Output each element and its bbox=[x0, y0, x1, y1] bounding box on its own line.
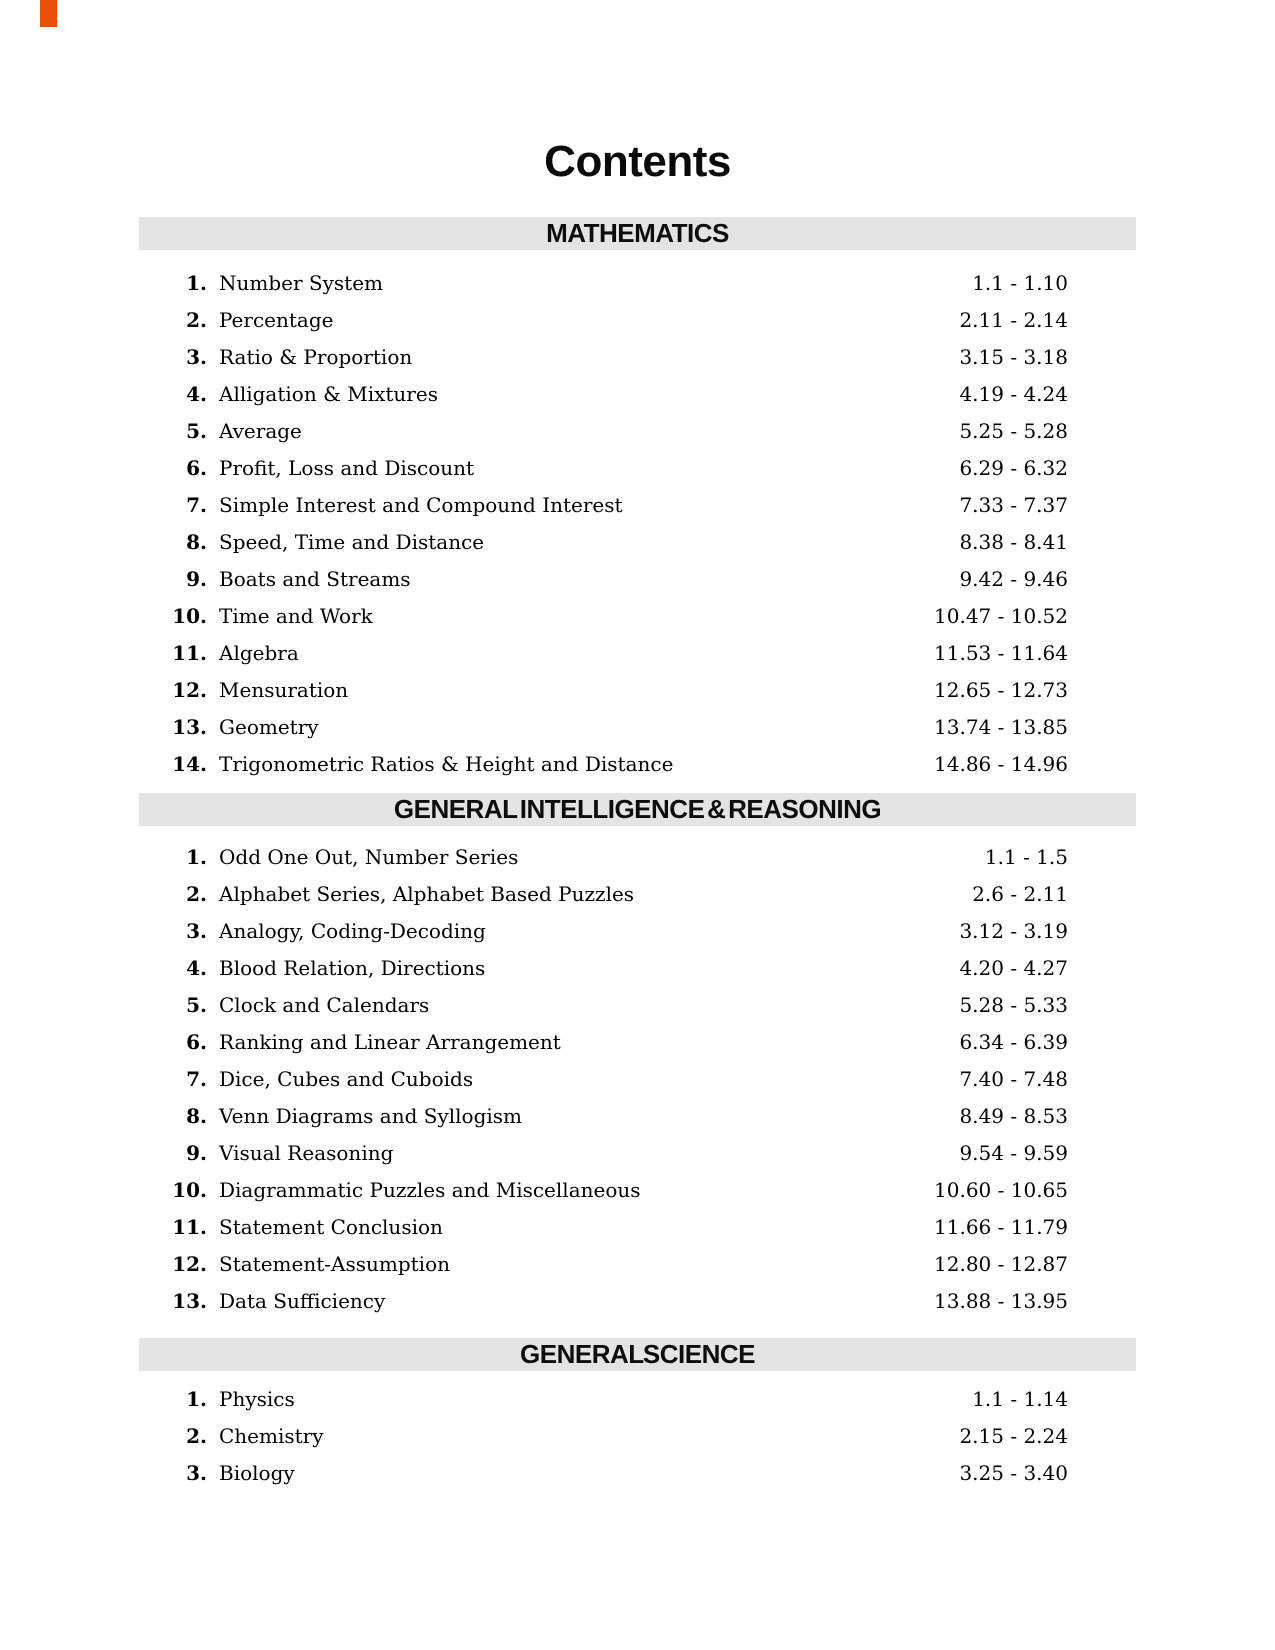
toc-entry bbox=[150, 1172, 1068, 1209]
entry-number: 14. bbox=[172, 752, 207, 776]
section-list bbox=[150, 1381, 1068, 1492]
entry-page-range: 5.25 - 5.28 bbox=[959, 419, 1068, 443]
entry-title: Statement-Assumption bbox=[219, 1252, 450, 1276]
entry-page-range: 14.86 - 14.96 bbox=[934, 752, 1068, 776]
entry-page-range: 9.54 - 9.59 bbox=[959, 1141, 1068, 1165]
entry-number: 5. bbox=[186, 419, 207, 443]
entry-page-range: 3.25 - 3.40 bbox=[959, 1461, 1068, 1485]
entry-number: 2. bbox=[186, 882, 207, 906]
entry-number: 12. bbox=[172, 678, 207, 702]
entry-title: Clock and Calendars bbox=[219, 993, 430, 1017]
entry-title: Biology bbox=[219, 1461, 295, 1485]
entry-number: 7. bbox=[186, 1067, 207, 1091]
entry-page-range: 4.20 - 4.27 bbox=[959, 956, 1068, 980]
entry-number: 4. bbox=[186, 956, 207, 980]
entry-title: Data Sufficiency bbox=[219, 1289, 386, 1313]
orange-bookmark-mark bbox=[40, 0, 57, 27]
toc-entry bbox=[150, 1283, 1068, 1320]
entry-page-range: 7.40 - 7.48 bbox=[959, 1067, 1068, 1091]
entry-title: Venn Diagrams and Syllogism bbox=[219, 1104, 523, 1128]
entry-title: Speed, Time and Distance bbox=[219, 530, 485, 554]
entry-page-range: 6.34 - 6.39 bbox=[959, 1030, 1068, 1054]
entry-number: 13. bbox=[172, 715, 207, 739]
entry-page-range: 10.47 - 10.52 bbox=[934, 604, 1068, 628]
entry-title: Boats and Streams bbox=[219, 567, 411, 591]
toc-entry bbox=[150, 487, 1068, 524]
entry-number: 2. bbox=[186, 308, 207, 332]
toc-section bbox=[0, 793, 1275, 1320]
toc-entry bbox=[150, 339, 1068, 376]
entry-number: 1. bbox=[186, 845, 207, 869]
entry-title: Physics bbox=[219, 1387, 295, 1411]
entry-page-range: 7.33 - 7.37 bbox=[959, 493, 1068, 517]
entry-page-range: 1.1 - 1.10 bbox=[972, 271, 1068, 295]
entry-number: 8. bbox=[186, 530, 207, 554]
toc-entry bbox=[150, 1209, 1068, 1246]
entry-page-range: 11.66 - 11.79 bbox=[934, 1215, 1068, 1239]
toc-entry bbox=[150, 1455, 1068, 1492]
entry-page-range: 12.65 - 12.73 bbox=[934, 678, 1068, 702]
entry-page-range: 11.53 - 11.64 bbox=[934, 641, 1068, 665]
entry-number: 6. bbox=[186, 1030, 207, 1054]
toc-entry bbox=[150, 1418, 1068, 1455]
toc-entry bbox=[150, 450, 1068, 487]
entry-title: Alligation & Mixtures bbox=[219, 382, 438, 406]
entry-title: Mensuration bbox=[219, 678, 349, 702]
toc-entry bbox=[150, 746, 1068, 783]
entry-title: Ratio & Proportion bbox=[219, 345, 413, 369]
entry-number: 4. bbox=[186, 382, 207, 406]
toc-entry bbox=[150, 709, 1068, 746]
section-title: GENERAL SCIENCE bbox=[520, 1339, 755, 1369]
entry-page-range: 3.15 - 3.18 bbox=[959, 345, 1068, 369]
entry-title: Algebra bbox=[219, 641, 299, 665]
entry-page-range: 8.38 - 8.41 bbox=[959, 530, 1068, 554]
entry-number: 13. bbox=[172, 1289, 207, 1313]
entry-title: Profit, Loss and Discount bbox=[219, 456, 475, 480]
entry-page-range: 2.15 - 2.24 bbox=[959, 1424, 1068, 1448]
section-list bbox=[150, 265, 1068, 783]
entry-number: 1. bbox=[186, 1387, 207, 1411]
entry-number: 3. bbox=[186, 1461, 207, 1485]
entry-title: Percentage bbox=[219, 308, 334, 332]
toc-entry bbox=[150, 987, 1068, 1024]
section-list bbox=[150, 839, 1068, 1320]
entry-number: 3. bbox=[186, 345, 207, 369]
section-title: MATHEMATICS bbox=[546, 218, 729, 248]
toc-entry bbox=[150, 950, 1068, 987]
section-header-band bbox=[139, 793, 1136, 826]
entry-page-range: 2.6 - 2.11 bbox=[972, 882, 1068, 906]
entry-title: Visual Reasoning bbox=[219, 1141, 394, 1165]
entry-title: Number System bbox=[219, 271, 384, 295]
entry-title: Trigonometric Ratios & Height and Distance bbox=[219, 752, 674, 776]
toc-entry bbox=[150, 839, 1068, 876]
toc-entry bbox=[150, 302, 1068, 339]
entry-page-range: 10.60 - 10.65 bbox=[934, 1178, 1068, 1202]
entry-page-range: 2.11 - 2.14 bbox=[959, 308, 1068, 332]
entry-number: 8. bbox=[186, 1104, 207, 1128]
toc-entry bbox=[150, 672, 1068, 709]
toc-entry bbox=[150, 876, 1068, 913]
toc-entry bbox=[150, 598, 1068, 635]
page-title: Contents bbox=[544, 137, 731, 186]
toc-entry bbox=[150, 265, 1068, 302]
entry-page-range: 12.80 - 12.87 bbox=[934, 1252, 1068, 1276]
entry-number: 2. bbox=[186, 1424, 207, 1448]
entry-page-range: 9.42 - 9.46 bbox=[959, 567, 1068, 591]
entry-number: 10. bbox=[172, 604, 207, 628]
entry-number: 7. bbox=[186, 493, 207, 517]
entry-page-range: 13.74 - 13.85 bbox=[934, 715, 1068, 739]
entry-title: Dice, Cubes and Cuboids bbox=[219, 1067, 474, 1091]
toc-entry bbox=[150, 1061, 1068, 1098]
entry-number: 1. bbox=[186, 271, 207, 295]
entry-page-range: 6.29 - 6.32 bbox=[959, 456, 1068, 480]
entry-number: 10. bbox=[172, 1178, 207, 1202]
entry-title: Time and Work bbox=[219, 604, 373, 628]
entry-number: 3. bbox=[186, 919, 207, 943]
toc-section bbox=[0, 217, 1275, 783]
entry-number: 5. bbox=[186, 993, 207, 1017]
section-header-band bbox=[139, 1338, 1136, 1371]
entry-title: Diagrammatic Puzzles and Miscellaneous bbox=[219, 1178, 641, 1202]
entry-title: Analogy, Coding-Decoding bbox=[219, 919, 486, 943]
toc-entry bbox=[150, 913, 1068, 950]
toc-entry bbox=[150, 524, 1068, 561]
entry-page-range: 1.1 - 1.5 bbox=[984, 845, 1068, 869]
entry-number: 11. bbox=[172, 1215, 207, 1239]
section-header-band bbox=[139, 217, 1136, 250]
toc-entry bbox=[150, 1024, 1068, 1061]
entry-page-range: 4.19 - 4.24 bbox=[959, 382, 1068, 406]
entry-number: 9. bbox=[186, 1141, 207, 1165]
toc-entry bbox=[150, 561, 1068, 598]
entry-number: 6. bbox=[186, 456, 207, 480]
entry-page-range: 8.49 - 8.53 bbox=[959, 1104, 1068, 1128]
entry-title: Statement Conclusion bbox=[219, 1215, 443, 1239]
entry-title: Alphabet Series, Alphabet Based Puzzles bbox=[219, 882, 635, 906]
toc-sections bbox=[0, 217, 1275, 1492]
entry-title: Geometry bbox=[219, 715, 319, 739]
entry-page-range: 3.12 - 3.19 bbox=[959, 919, 1068, 943]
entry-number: 12. bbox=[172, 1252, 207, 1276]
toc-entry bbox=[150, 1135, 1068, 1172]
entry-page-range: 1.1 - 1.14 bbox=[972, 1387, 1068, 1411]
entry-title: Chemistry bbox=[219, 1424, 324, 1448]
entry-title: Blood Relation, Directions bbox=[219, 956, 486, 980]
toc-entry bbox=[150, 413, 1068, 450]
entry-title: Odd One Out, Number Series bbox=[219, 845, 519, 869]
entry-title: Simple Interest and Compound Interest bbox=[219, 493, 623, 517]
entry-number: 9. bbox=[186, 567, 207, 591]
entry-number: 11. bbox=[172, 641, 207, 665]
entry-title: Average bbox=[219, 419, 302, 443]
section-title: GENERAL INTELLIGENCE & REASONING bbox=[393, 794, 882, 824]
toc-entry bbox=[150, 1098, 1068, 1135]
toc-entry bbox=[150, 1246, 1068, 1283]
entry-page-range: 5.28 - 5.33 bbox=[959, 993, 1068, 1017]
toc-entry bbox=[150, 1381, 1068, 1418]
toc-entry bbox=[150, 635, 1068, 672]
entry-page-range: 13.88 - 13.95 bbox=[934, 1289, 1068, 1313]
entry-title: Ranking and Linear Arrangement bbox=[219, 1030, 561, 1054]
toc-section bbox=[0, 1338, 1275, 1492]
toc-entry bbox=[150, 376, 1068, 413]
